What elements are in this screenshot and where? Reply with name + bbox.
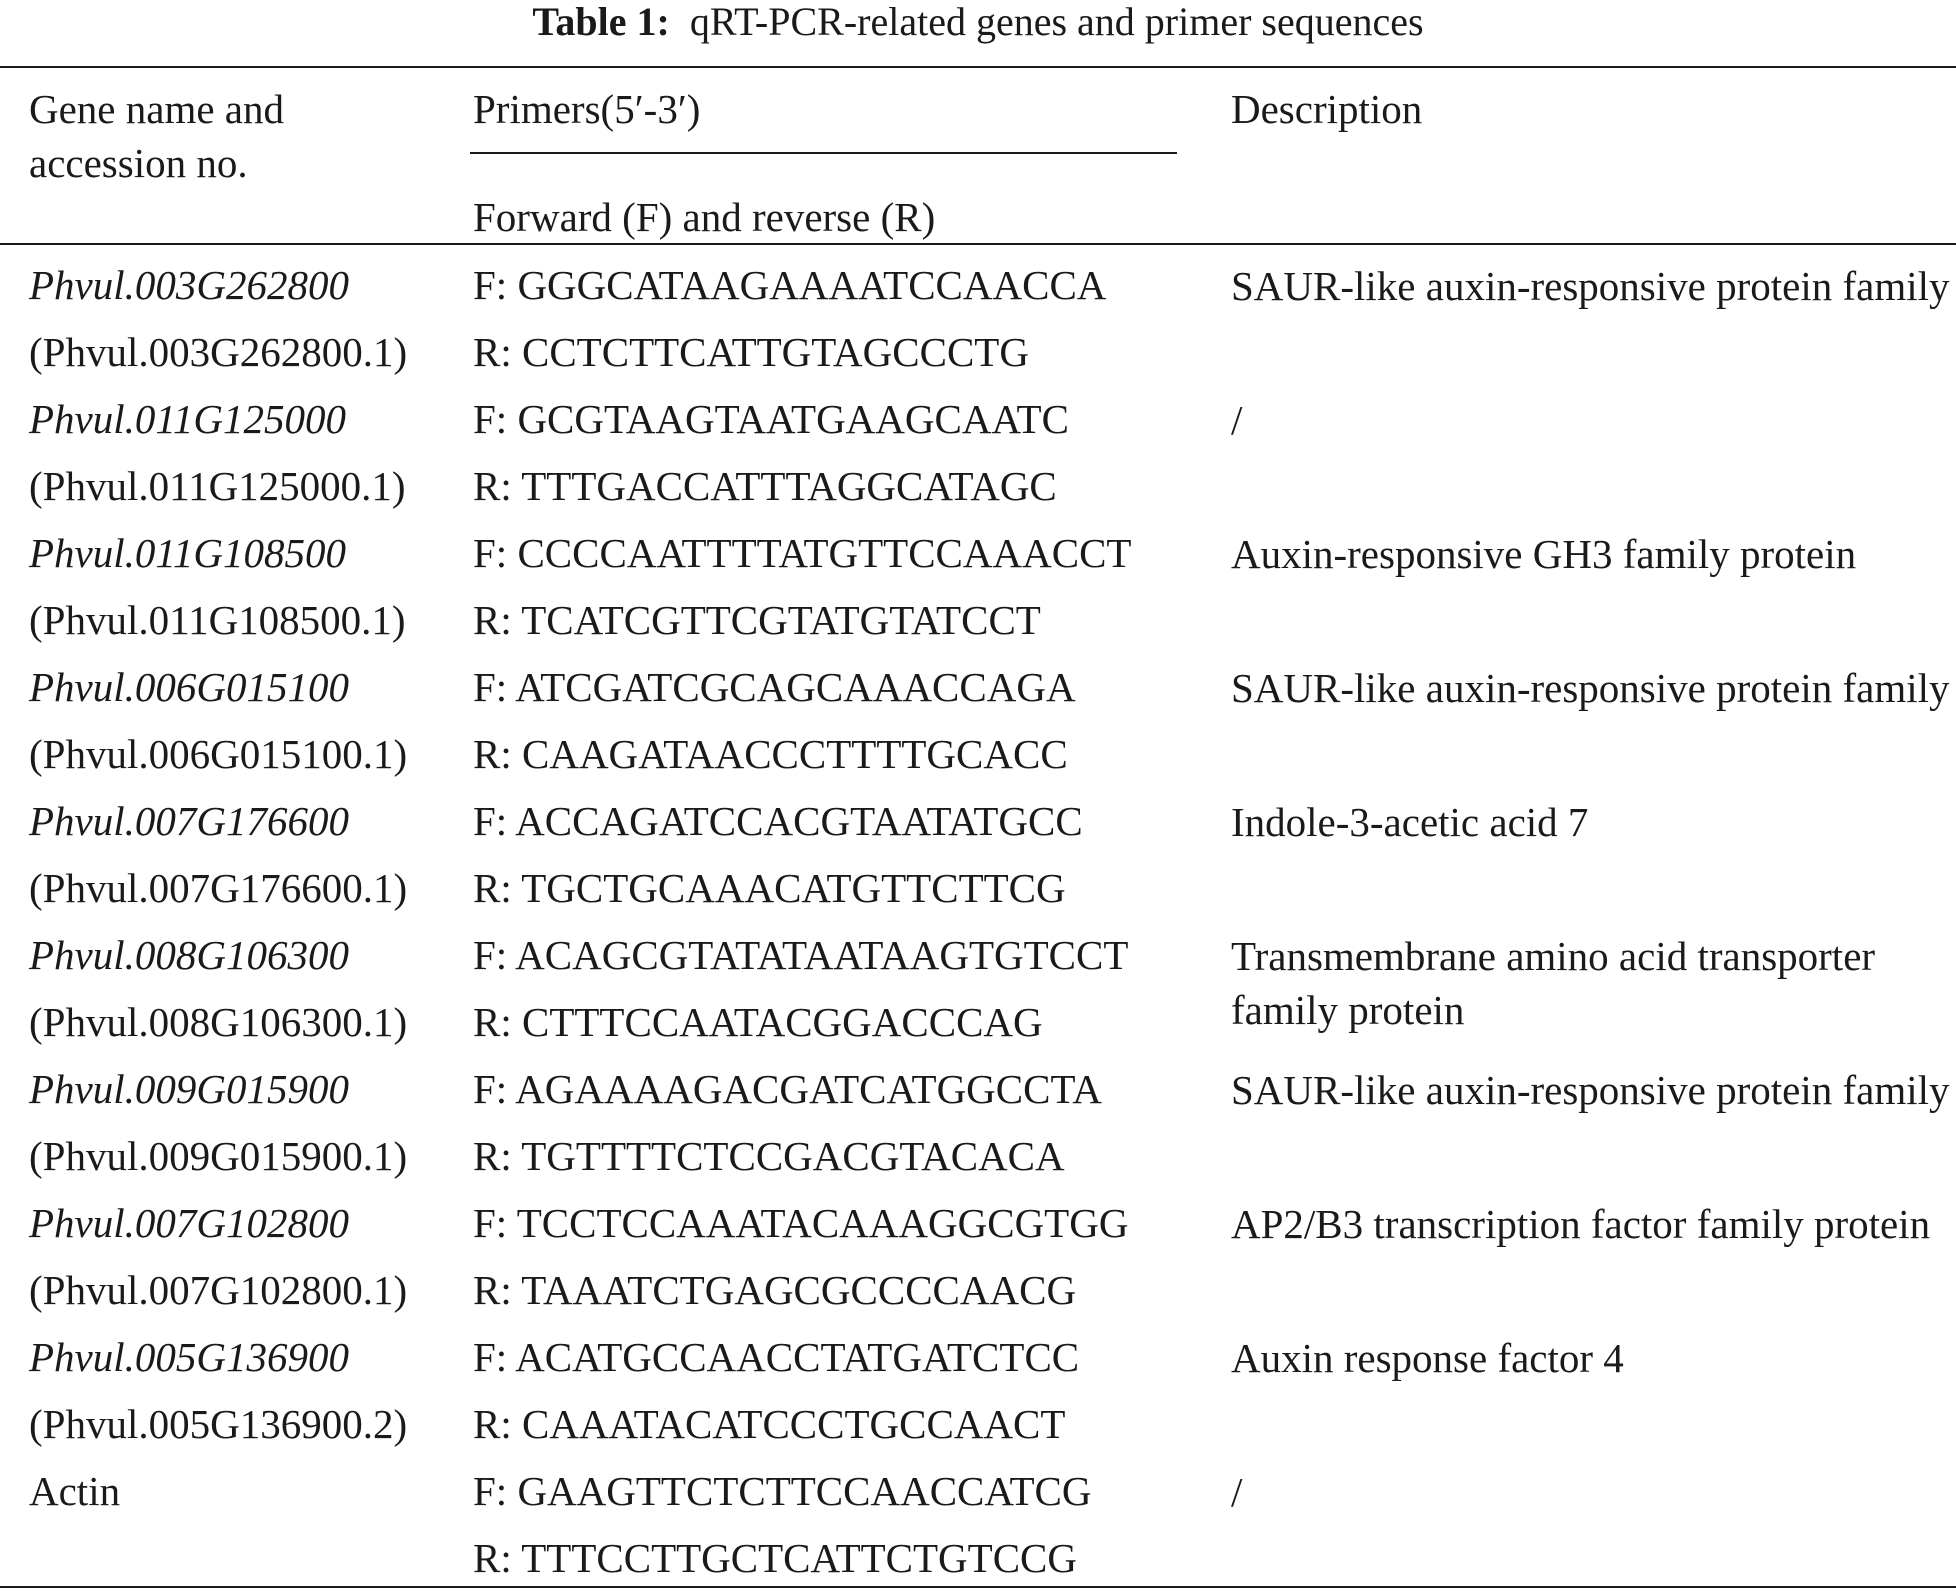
forward-primer: F: ACCAGATCCACGTAATATGCC [473, 798, 1083, 844]
forward-primer: F: GAAGTTCTCTTCCAACCATCG [473, 1468, 1092, 1514]
caption-text: qRT-PCR-related genes and primer sequences [689, 0, 1424, 44]
caption-label: Table 1: [532, 0, 670, 44]
description: / [1231, 397, 1243, 443]
forward-primer: F: AGAAAAGACGATCATGGCCTA [473, 1066, 1102, 1112]
forward-primer: F: GGGCATAAGAAAATCCAACCA [473, 262, 1107, 308]
primers-subrule [470, 152, 1177, 154]
description: Auxin-responsive GH3 family protein [1231, 531, 1857, 577]
forward-primer: F: ACAGCGTATATAATAAGTGTCCT [473, 932, 1129, 978]
accession-number: (Phvul.003G262800.1) [29, 329, 408, 375]
table-row [0, 520, 1956, 654]
description: Indole-3-acetic acid 7 [1231, 799, 1589, 845]
gene-name: Actin [29, 1468, 121, 1514]
forward-primer: F: ACATGCCAACCTATGATCTCC [473, 1334, 1080, 1380]
gene-name: Phvul.011G108500 [29, 530, 346, 576]
reverse-primer: R: CAAATACATCCCTGCCAACT [473, 1401, 1066, 1447]
accession-number: (Phvul.011G125000.1) [29, 463, 406, 509]
table-caption [0, 0, 1956, 44]
table-row [0, 1190, 1956, 1324]
gene-name: Phvul.007G176600 [29, 798, 349, 844]
forward-primer: F: TCCTCCAAATACAAAGGCGTGG [473, 1200, 1129, 1246]
table-row [0, 1324, 1956, 1458]
table-row [0, 922, 1956, 1056]
accession-number: (Phvul.008G106300.1) [29, 999, 408, 1045]
header-primers-sub: Forward (F) and reverse (R) [473, 194, 936, 240]
gene-name: Phvul.008G106300 [29, 932, 349, 978]
reverse-primer: R: CCTCTTCATTGTAGCCCTG [473, 329, 1029, 375]
header-gene-line1: Gene name and [29, 86, 284, 132]
table-row [0, 1056, 1956, 1190]
accession-number: (Phvul.009G015900.1) [29, 1133, 408, 1179]
reverse-primer: R: CAAGATAACCCTTTTGCACC [473, 731, 1068, 777]
bottom-rule [0, 1586, 1956, 1588]
gene-name: Phvul.007G102800 [29, 1200, 349, 1246]
description: Transmembrane amino acid transporter family protein [1231, 933, 1876, 1033]
header-description: Description [1231, 86, 1423, 132]
top-rule [0, 66, 1956, 68]
forward-primer: F: CCCCAATTTTATGTTCCAAACCT [473, 530, 1132, 576]
accession-number: (Phvul.007G176600.1) [29, 865, 408, 911]
description: / [1231, 1469, 1243, 1515]
accession-number: (Phvul.005G136900.2) [29, 1401, 408, 1447]
description: Auxin response factor 4 [1231, 1335, 1624, 1381]
accession-number: (Phvul.006G015100.1) [29, 731, 408, 777]
gene-name: Phvul.011G125000 [29, 396, 346, 442]
description: SAUR-like auxin-responsive protein family [1231, 1067, 1950, 1113]
forward-primer: F: GCGTAAGTAATGAAGCAATC [473, 396, 1069, 442]
gene-name: Phvul.009G015900 [29, 1066, 349, 1112]
table-row [0, 654, 1956, 788]
gene-name: Phvul.003G262800 [29, 262, 349, 308]
description: AP2/B3 transcription factor family protein [1231, 1201, 1931, 1247]
reverse-primer: R: TAAATCTGAGCGCCCCAACG [473, 1267, 1077, 1313]
header-primers: Primers(5′-3′) [473, 86, 701, 132]
reverse-primer: R: TTTCCTTGCTCATTCTGTCCG [473, 1535, 1078, 1581]
description: SAUR-like auxin-responsive protein family [1231, 263, 1950, 309]
table-row [0, 1458, 1956, 1592]
header-rule [0, 243, 1956, 245]
header-gene-line2: accession no. [29, 140, 248, 186]
accession-number: (Phvul.011G108500.1) [29, 597, 406, 643]
gene-name: Phvul.006G015100 [29, 664, 349, 710]
table-row [0, 788, 1956, 922]
reverse-primer: R: TGCTGCAAACATGTTCTTCG [473, 865, 1066, 911]
forward-primer: F: ATCGATCGCAGCAAACCAGA [473, 664, 1076, 710]
gene-name: Phvul.005G136900 [29, 1334, 349, 1380]
reverse-primer: R: CTTTCCAATACGGACCCAG [473, 999, 1043, 1045]
reverse-primer: R: TTTGACCATTTAGGCATAGC [473, 463, 1057, 509]
accession-number: (Phvul.007G102800.1) [29, 1267, 408, 1313]
reverse-primer: R: TCATCGTTCGTATGTATCCT [473, 597, 1041, 643]
table-row [0, 386, 1956, 520]
description: SAUR-like auxin-responsive protein family [1231, 665, 1950, 711]
table-row [0, 252, 1956, 386]
reverse-primer: R: TGTTTTCTCCGACGTACACA [473, 1133, 1065, 1179]
